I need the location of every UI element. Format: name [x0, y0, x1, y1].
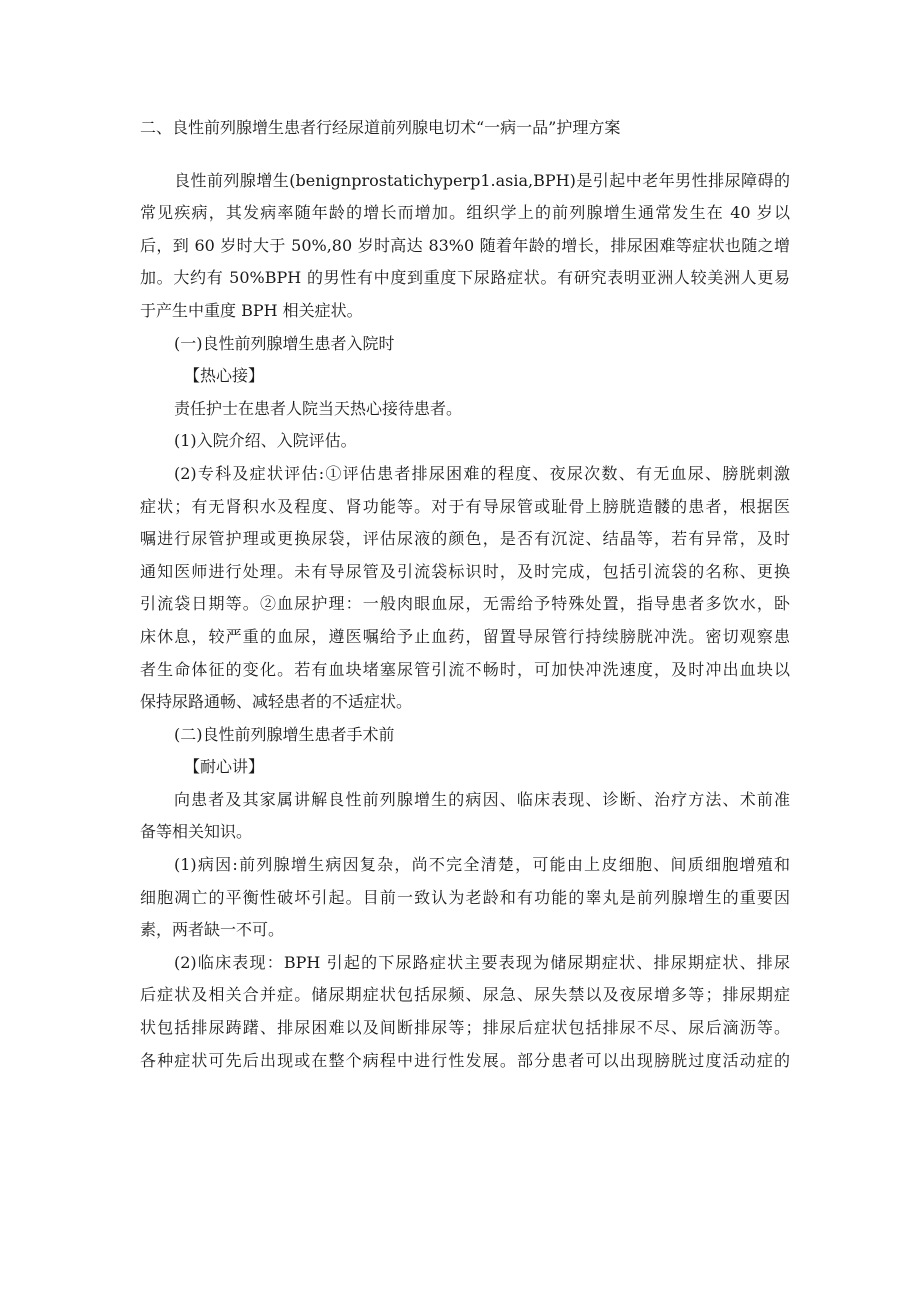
paragraph-line: 者生命体征的变化。若有血块堵塞尿管引流不畅时，可加快冲洗速度，及时冲出血块以 [140, 659, 790, 679]
paragraph-line: 素，两者缺一不可。 [140, 920, 285, 940]
paragraph-line: 向患者及其家属讲解良性前列腺增生的病因、临床表现、诊断、治疗方法、术前准 [174, 789, 790, 809]
paragraph-line: 后症状及相关合并症。储尿期症状包括尿频、尿急、尿失禁以及夜尿增多等；排尿期症 [140, 985, 790, 1005]
paragraph-line: 引流袋日期等。②血尿护理：一般肉眼血尿，无需给予特殊处置，指导患者多饮水，卧 [140, 594, 790, 614]
paragraph-line: 良性前列腺增生(benignprostatichyperp1.asia,BPH)是引起中老年男性排尿障碍的 [174, 170, 790, 190]
paragraph-line: 后，到 60 岁时大于 50%,80 岁时高达 83%0 随着年龄的增长，排尿困难等症状也随之增 [140, 235, 790, 255]
paragraph-line: 保持尿路通畅、减轻患者的不适症状。 [140, 692, 413, 712]
paragraph-line: (2)临床表现：BPH 引起的下尿路症状主要表现为储尿期症状、排尿期症状、排尿 [174, 952, 790, 972]
paragraph-line: 于产生中重度 BPH 相关症状。 [140, 300, 363, 320]
bracket-heading: 【热心接】 [184, 366, 265, 386]
paragraph-line: 各种症状可先后出现或在整个病程中进行性发展。部分患者可以出现膀胱过度活动症的 [140, 1050, 790, 1070]
subsection-heading: (二)良性前列腺增生患者手术前 [174, 724, 395, 744]
paragraph-line: 加。大约有 50%BPH 的男性有中度到重度下尿路症状。有研究表明亚洲人较美洲人更易 [140, 268, 790, 288]
section-title: 二、良性前列腺增生患者行经尿道前列腺电切术“一病一品”护理方案 [140, 118, 621, 137]
paragraph-line: (2)专科及症状评估:①评估患者排尿困难的程度、夜尿次数、有无血尿、膀胱刺激 [174, 463, 790, 483]
subsection-heading: (一)良性前列腺增生患者入院时 [174, 333, 395, 353]
paragraph-line: 细胞凋亡的平衡性破坏引起。目前一致认为老龄和有功能的睾丸是前列腺增生的重要因 [140, 887, 790, 907]
paragraph-line: 嘱进行尿管护理或更换尿袋，评估尿液的颜色，是否有沉淀、结晶等，若有异常，及时 [140, 529, 790, 549]
paragraph-line: 症状；有无肾积水及程度、肾功能等。对于有导尿管或耻骨上膀胱造髅的患者，根据医 [140, 496, 790, 516]
paragraph-line: (1)病因:前列腺增生病因复杂，尚不完全清楚，可能由上皮细胞、间质细胞增殖和 [174, 855, 790, 875]
bracket-heading: 【耐心讲】 [184, 757, 265, 777]
paragraph-line: 通知医师进行处理。未有导尿管及引流袋标识时，及时完成，包括引流袋的名称、更换 [140, 561, 790, 581]
paragraph-line: 常见疾病，其发病率随年龄的增长而增加。组织学上的前列腺增生通常发生在 40 岁以 [140, 203, 790, 223]
paragraph-line: 责任护士在患者人院当天热心接待患者。 [174, 398, 463, 418]
paragraph-line: 状包括排尿踌躇、排尿困难以及间断排尿等；排尿后症状包括排尿不尽、尿后滴沥等。 [140, 1018, 790, 1038]
paragraph-line: 床休息，较严重的血尿，遵医嘱给予止血药，留置导尿管行持续膀胱冲洗。密切观察患 [140, 626, 790, 646]
paragraph-line: (1)入院介绍、入院评估。 [174, 431, 357, 451]
paragraph-line: 备等相关知识。 [140, 822, 253, 842]
